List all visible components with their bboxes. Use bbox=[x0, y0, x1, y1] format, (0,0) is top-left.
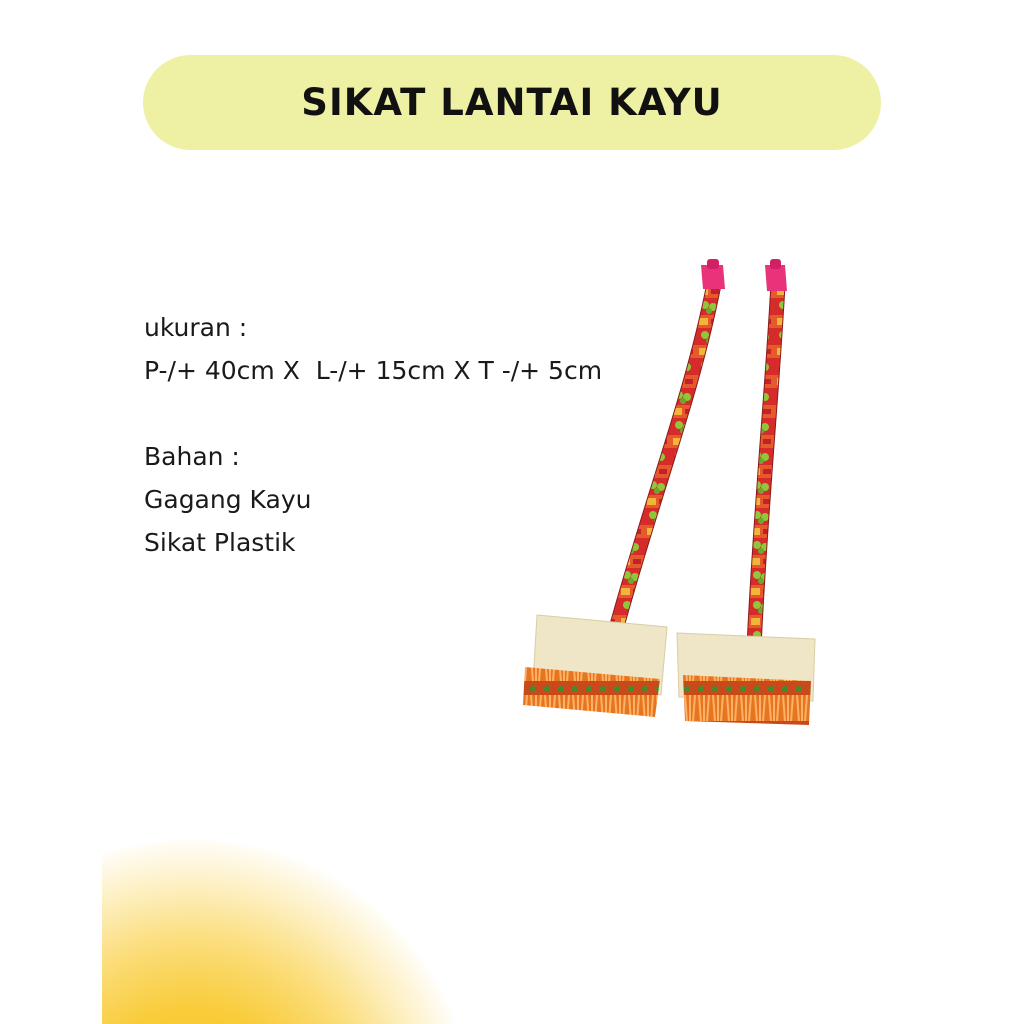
size-value: P-/+ 40cm X L-/+ 15cm X T -/+ 5cm bbox=[144, 356, 603, 385]
material-item: Gagang Kayu bbox=[144, 485, 312, 514]
material-label: Bahan : bbox=[144, 442, 240, 471]
material-item: Sikat Plastik bbox=[144, 528, 296, 557]
title-banner bbox=[143, 55, 881, 150]
page-title: SIKAT LANTAI KAYU bbox=[301, 81, 723, 124]
size-label: ukuran : bbox=[144, 313, 248, 342]
decorative-yellow-glow bbox=[102, 800, 482, 1024]
floor-brush-product-image bbox=[515, 255, 845, 735]
